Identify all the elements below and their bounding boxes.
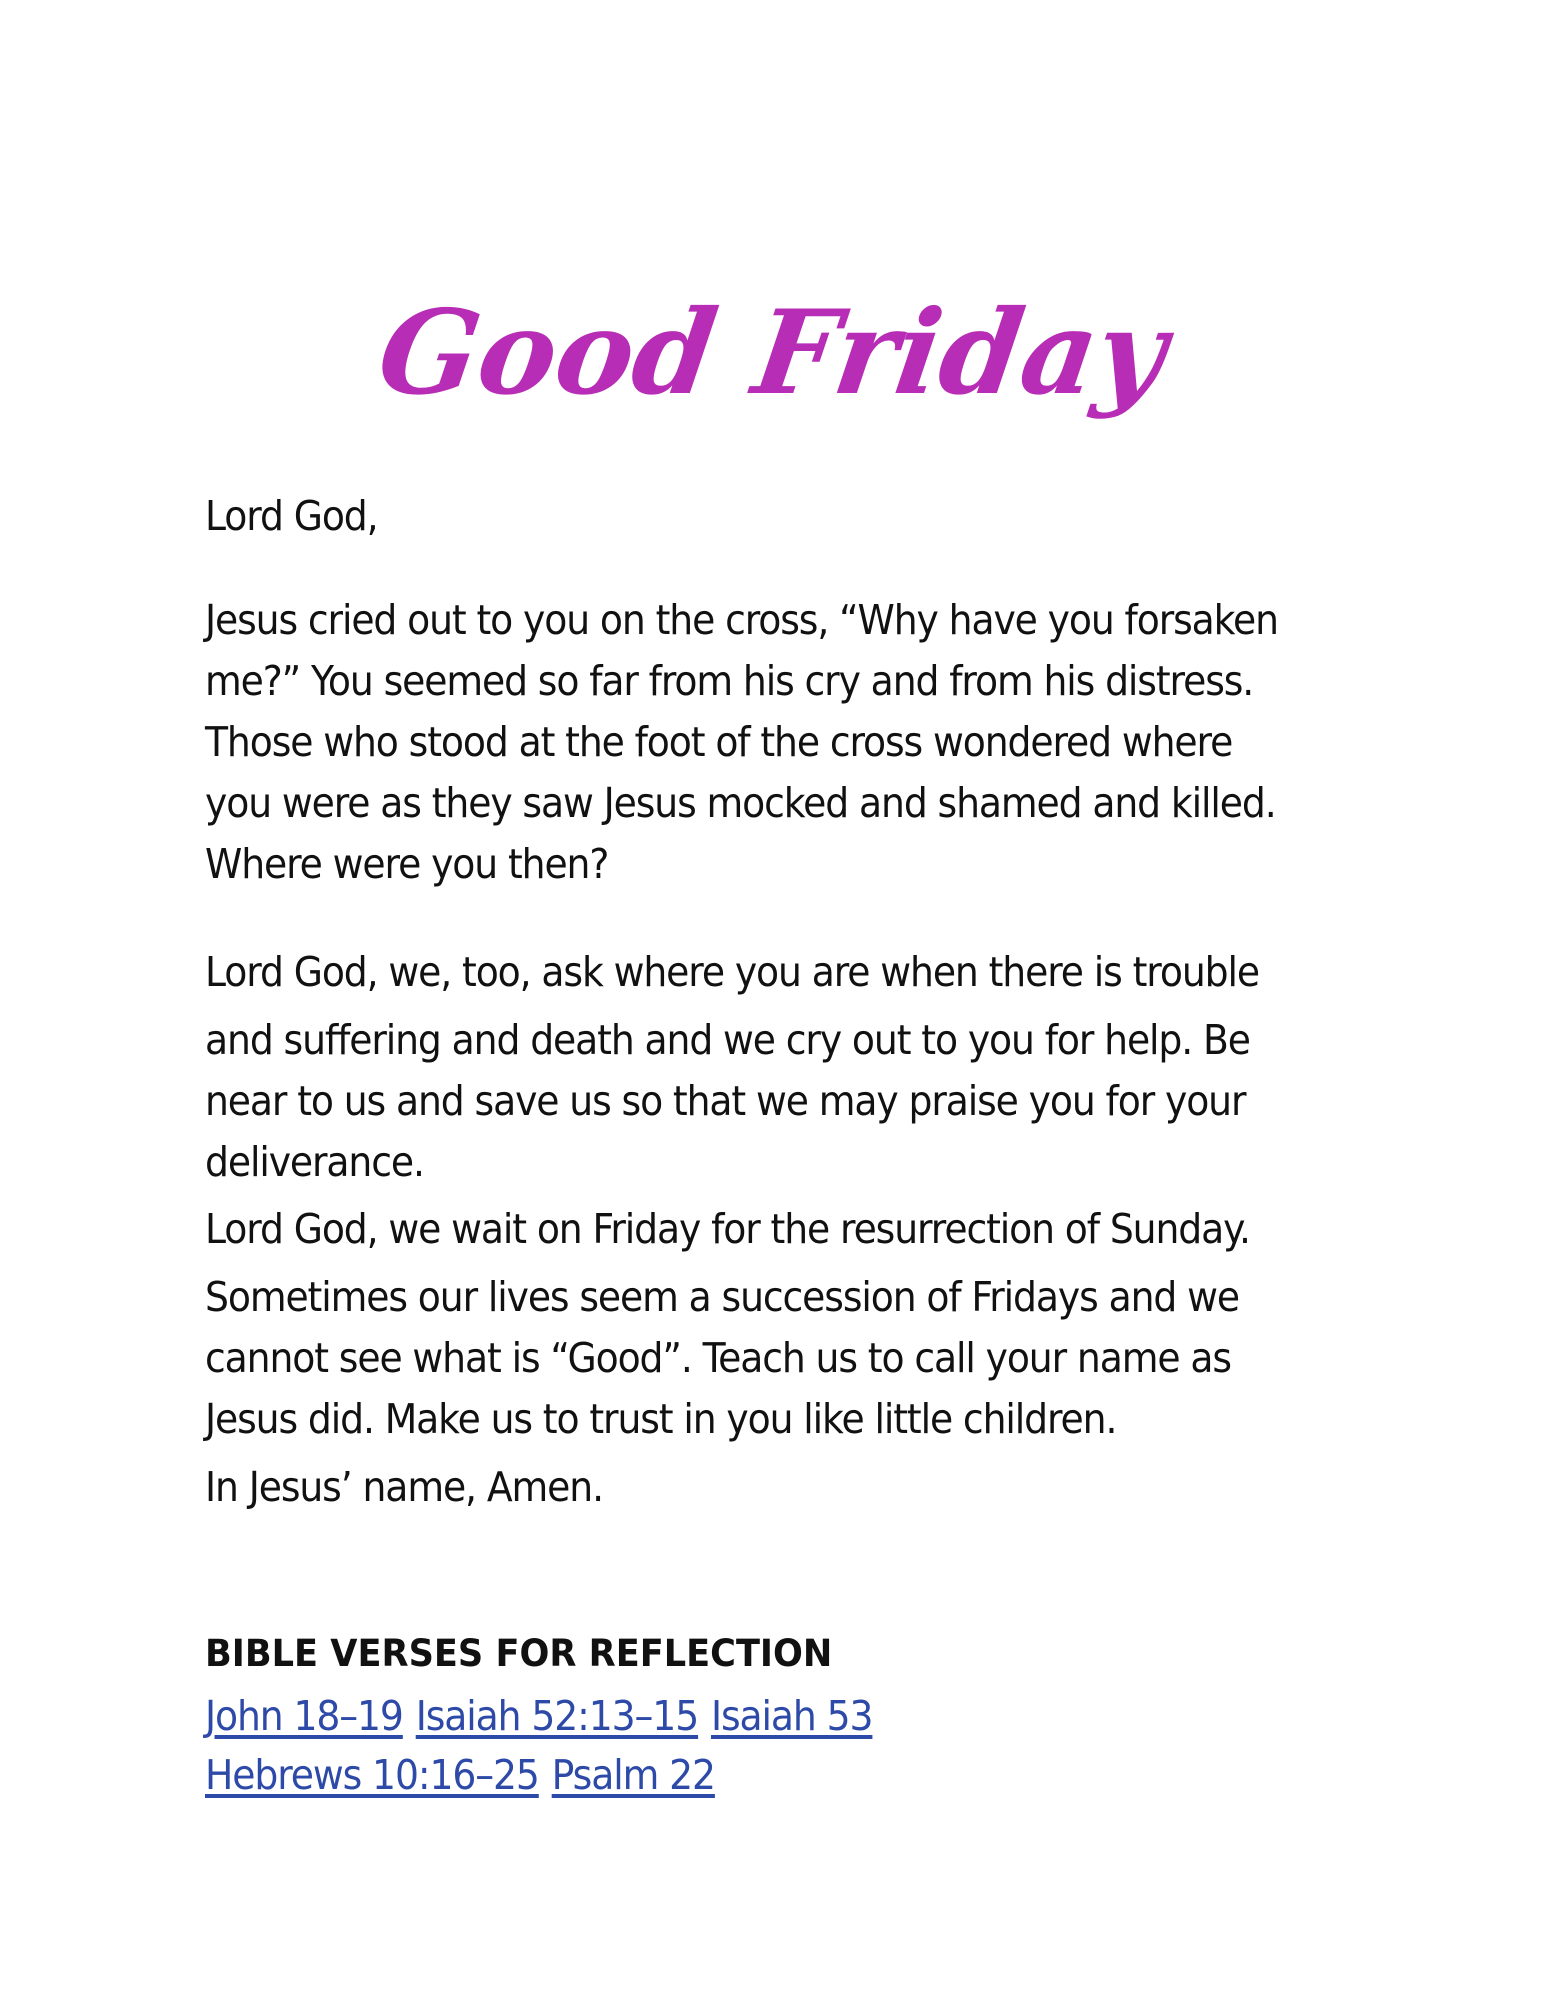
- paragraph-3-line-1: Lord God, we wait on Friday for the resurrection of Sunday.: [205, 1205, 1250, 1253]
- closing: In Jesus’ name, Amen.: [205, 1463, 603, 1511]
- paragraph-2-line-2: and suffering and death and we cry out to you for help. Be: [205, 1016, 1250, 1064]
- verse-link-john[interactable]: John 18–19: [205, 1692, 403, 1740]
- verse-link-isaiah-52[interactable]: Isaiah 52:13–15: [415, 1692, 699, 1740]
- paragraph-2-line-1: Lord God, we, too, ask where you are when there is trouble: [205, 948, 1259, 996]
- paragraph-2-line-4: deliverance.: [205, 1138, 424, 1186]
- verse-link-hebrews[interactable]: Hebrews 10:16–25: [205, 1751, 539, 1799]
- paragraph-2-line-3: near to us and save us so that we may praise you for your: [205, 1077, 1246, 1125]
- paragraph-1-line-3: Those who stood at the foot of the cross wondered where: [205, 718, 1233, 766]
- paragraph-3-line-4: Jesus did. Make us to trust in you like little children.: [205, 1395, 1117, 1443]
- paragraph-1-line-1: Jesus cried out to you on the cross, “Why have you forsaken: [205, 596, 1278, 644]
- paragraph-1-line-5: Where were you then?: [205, 840, 609, 888]
- salutation: Lord God,: [205, 492, 378, 540]
- verse-link-isaiah-53[interactable]: Isaiah 53: [710, 1692, 873, 1740]
- paragraph-1-line-4: you were as they saw Jesus mocked and shamed and killed.: [205, 779, 1276, 827]
- verses-row-2: [205, 1749, 728, 1801]
- page-title: Good Friday: [370, 285, 1175, 421]
- paragraph-3-line-3: cannot see what is “Good”. Teach us to call your name as: [205, 1334, 1231, 1382]
- verses-heading: BIBLE VERSES FOR REFLECTION: [205, 1632, 833, 1675]
- paragraph-3-line-2: Sometimes our lives seem a succession of Fridays and we: [205, 1273, 1239, 1321]
- paragraph-1-line-2: me?” You seemed so far from his cry and from his distress.: [205, 657, 1254, 705]
- verses-row-1: [205, 1690, 885, 1742]
- verse-link-psalm-22[interactable]: Psalm 22: [551, 1751, 715, 1799]
